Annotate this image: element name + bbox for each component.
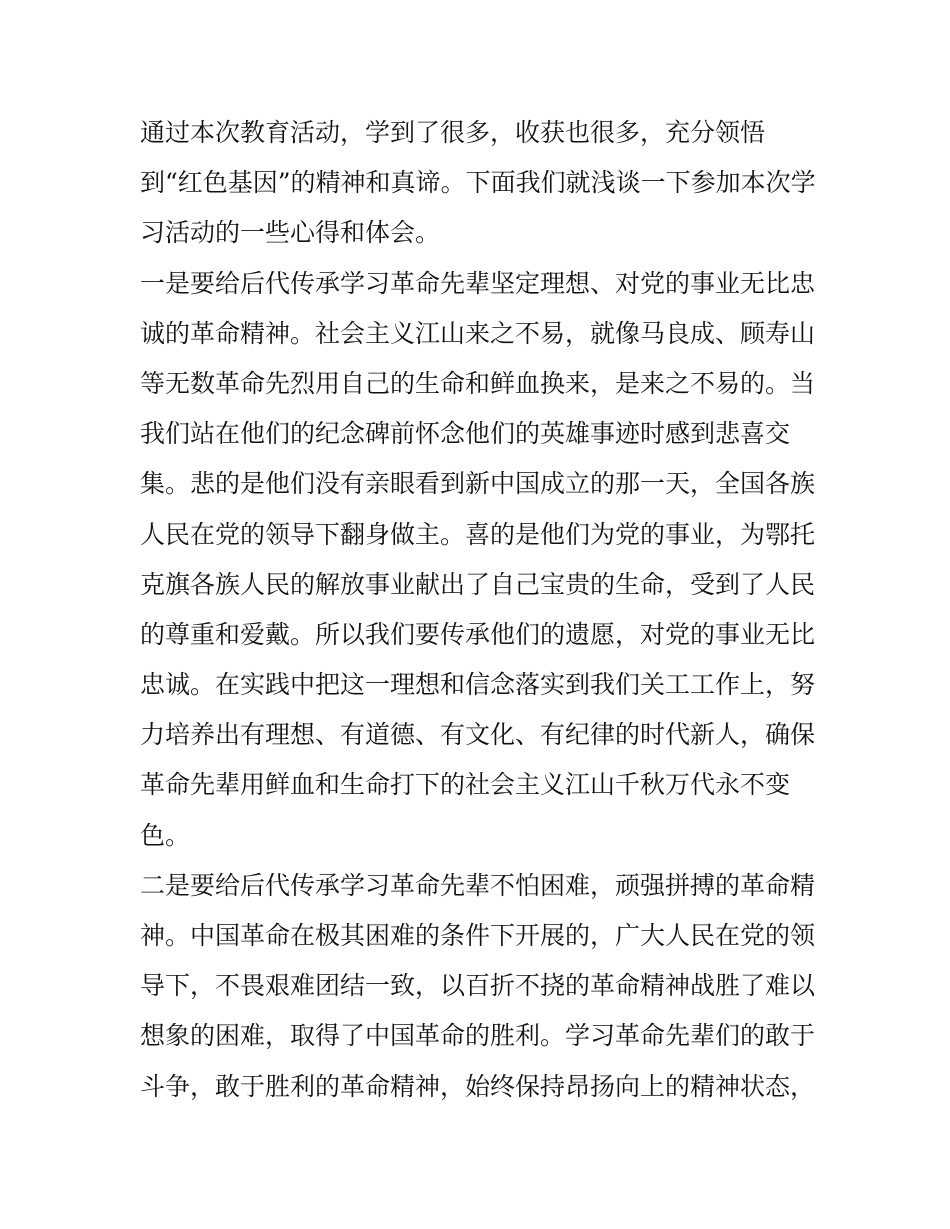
text-line: 一是要给后代传承学习革命先辈坚定理想、对党的事业无比忠 <box>140 268 816 298</box>
text-line: 的尊重和爱戴。所以我们要传承他们的遗愿，对党的事业无比 <box>140 619 816 649</box>
paragraph-intro <box>140 108 820 259</box>
paragraph-point-two <box>140 861 820 1112</box>
text-line: 斗争，敢于胜利的革命精神，始终保持昂扬向上的精神状态， <box>140 1071 816 1101</box>
text-line: 到“红色基因”的精神和真谛。下面我们就浅谈一下参加本次学 <box>140 168 816 198</box>
document-body <box>140 108 820 1112</box>
text-line: 忠诚。在实践中把这一理想和信念落实到我们关工工作上，努 <box>140 670 816 700</box>
text-line: 人民在党的领导下翻身做主。喜的是他们为党的事业，为鄂托 <box>140 519 816 549</box>
text-line: 克旗各族人民的解放事业献出了自己宝贵的生命，受到了人民 <box>140 569 816 599</box>
text-line: 等无数革命先烈用自己的生命和鲜血换来，是来之不易的。当 <box>140 368 816 398</box>
text-line: 神。中国革命在极其困难的条件下开展的，广大人民在党的领 <box>140 921 816 950</box>
text-line: 想象的困难，取得了中国革命的胜利。学习革命先辈们的敢于 <box>140 1021 816 1051</box>
text-line: 色。 <box>140 820 191 850</box>
text-line: 通过本次教育活动，学到了很多，收获也很多，充分领悟 <box>140 118 766 147</box>
text-line: 革命先辈用鲜血和生命打下的社会主义江山千秋万代永不变 <box>140 770 791 800</box>
text-line: 我们站在他们的纪念碑前怀念他们的英雄事迹时感到悲喜交 <box>140 419 791 449</box>
text-line: 诚的革命精神。社会主义江山来之不易，就像马良成、顾寿山 <box>140 318 816 348</box>
text-line: 集。悲的是他们没有亲眼看到新中国成立的那一天，全国各族 <box>140 469 816 499</box>
text-line: 习活动的一些心得和体会。 <box>140 218 441 248</box>
text-line: 导下，不畏艰难团结一致，以百折不挠的革命精神战胜了难以 <box>140 971 816 1001</box>
paragraph-point-one <box>140 259 820 861</box>
text-line: 力培养出有理想、有道德、有文化、有纪律的时代新人，确保 <box>140 720 816 750</box>
text-line: 二是要给后代传承学习革命先辈不怕困难，顽强拼搏的革命精 <box>140 870 816 900</box>
